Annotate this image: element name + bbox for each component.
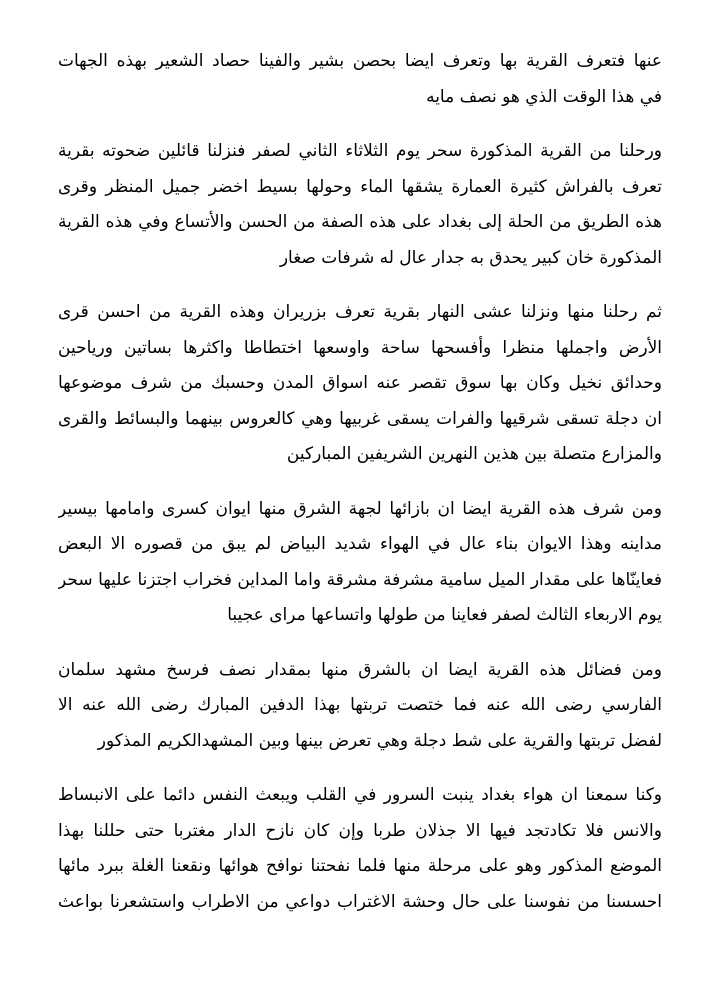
text-line: المذكورة خان كبير يحدق به جدار عال له شرفات صغار — [279, 247, 662, 268]
text-line: ومن شرف هذه القرية ايضا ان بازائها لجهة الشرق منها ايوان كسرى وامامها بيسير — [58, 498, 662, 519]
text-line: الموضع المذكور وهو على مرحلة منها فلما نفحتنا نوافح هوائها ونقعنا الغلة ببرد مائها — [58, 856, 662, 876]
text-line: فعاينّاها على مقدار الميل سامية مشرفة مشرقة واما المداين فخراب اجتزنا عليها سحر — [58, 569, 662, 590]
text-line: في هذا الوقت الذي هو نصف مايه — [426, 86, 662, 107]
text-line: الفارسي رضى الله عنه فما ختصت تربتها بهذا الدفين المبارك رضى الله عنه الا — [58, 695, 662, 715]
text-line: يوم الاربعاء الثالث لصفر فعاينا من طولها واتساعها مراى عجيبا — [227, 605, 662, 625]
paragraph-1 — [58, 44, 662, 115]
paragraph-4 — [58, 492, 662, 634]
paragraph-2 — [58, 134, 662, 276]
text-line: لفضل تربتها والقرية على شط دجلة وهي تعرض بينها وبين المشهدالكريم المذكور — [97, 730, 662, 751]
text-line: وكنا سمعنا ان هواء بغداد ينبت السرور في القلب ويبعث النفس دائما على الانبساط — [58, 785, 662, 805]
text-line: والمزارع متصلة بين هذين النهرين الشريفين المباركين — [286, 444, 662, 464]
text-line: وحدائق نخيل وكان بها سوق تقصر عنه اسواق المدن وحسبك من شرف موضوعها — [58, 373, 662, 393]
text-line: ورحلنا من القرية المذكورة سحر يوم الثلاثاء الثاني لصفر فنزلنا قائلين ضحوته بقرية — [58, 141, 662, 161]
text-line: عنها فتعرف القرية بها وتعرف ايضا بحصن بشير والفينا حصاد الشعير بهذه الجهات — [58, 51, 662, 71]
text-line: والانس فلا تكادتجد فيها الا جذلان طربا وإن كان نازح الدار مغتربا حتى حللنا بهذا — [58, 820, 662, 841]
text-line: هذه الطريق من الحلة إلى بغداد على هذه الصفة من الحسن والأتساع وفي هذه القرية — [58, 212, 662, 232]
text-line: ان دجلة تسقى شرقيها والفرات يسقى غربيها وهي كالعروس بينهما والبسائط والقرى — [58, 408, 662, 429]
text-line: مداينه وهذا الايوان بناء عال في الهواء شديد البياض لم يبق من قصوره الا البعض — [58, 534, 662, 554]
text-line: ومن فضائل هذه القرية ايضا ان بالشرق منها بمقدار نصف فرسخ مشهد سلمان — [58, 659, 662, 680]
text-line: الأرض واجملها منظرا وأفسحها ساحة واوسعها اختطاطا واكثرها بساتين ورياحين — [58, 337, 662, 358]
text-line: تعرف بالفراش كثيرة العمارة يشقها الماء وحولها بسيط اخضر جميل المنظر وقرى — [58, 176, 662, 197]
paragraph-5 — [58, 653, 662, 760]
paragraph-6 — [58, 778, 662, 920]
text-line: احسسنا من نفوسنا على حال وحشة الاغتراب دواعي من الاطراب واستشعرنا بواعث — [58, 891, 662, 912]
paragraph-3 — [58, 295, 662, 473]
text-line: ثم رحلنا منها ونزلنا عشى النهار بقرية تعرف بزريران وهذه القرية من احسن قرى — [58, 302, 662, 322]
